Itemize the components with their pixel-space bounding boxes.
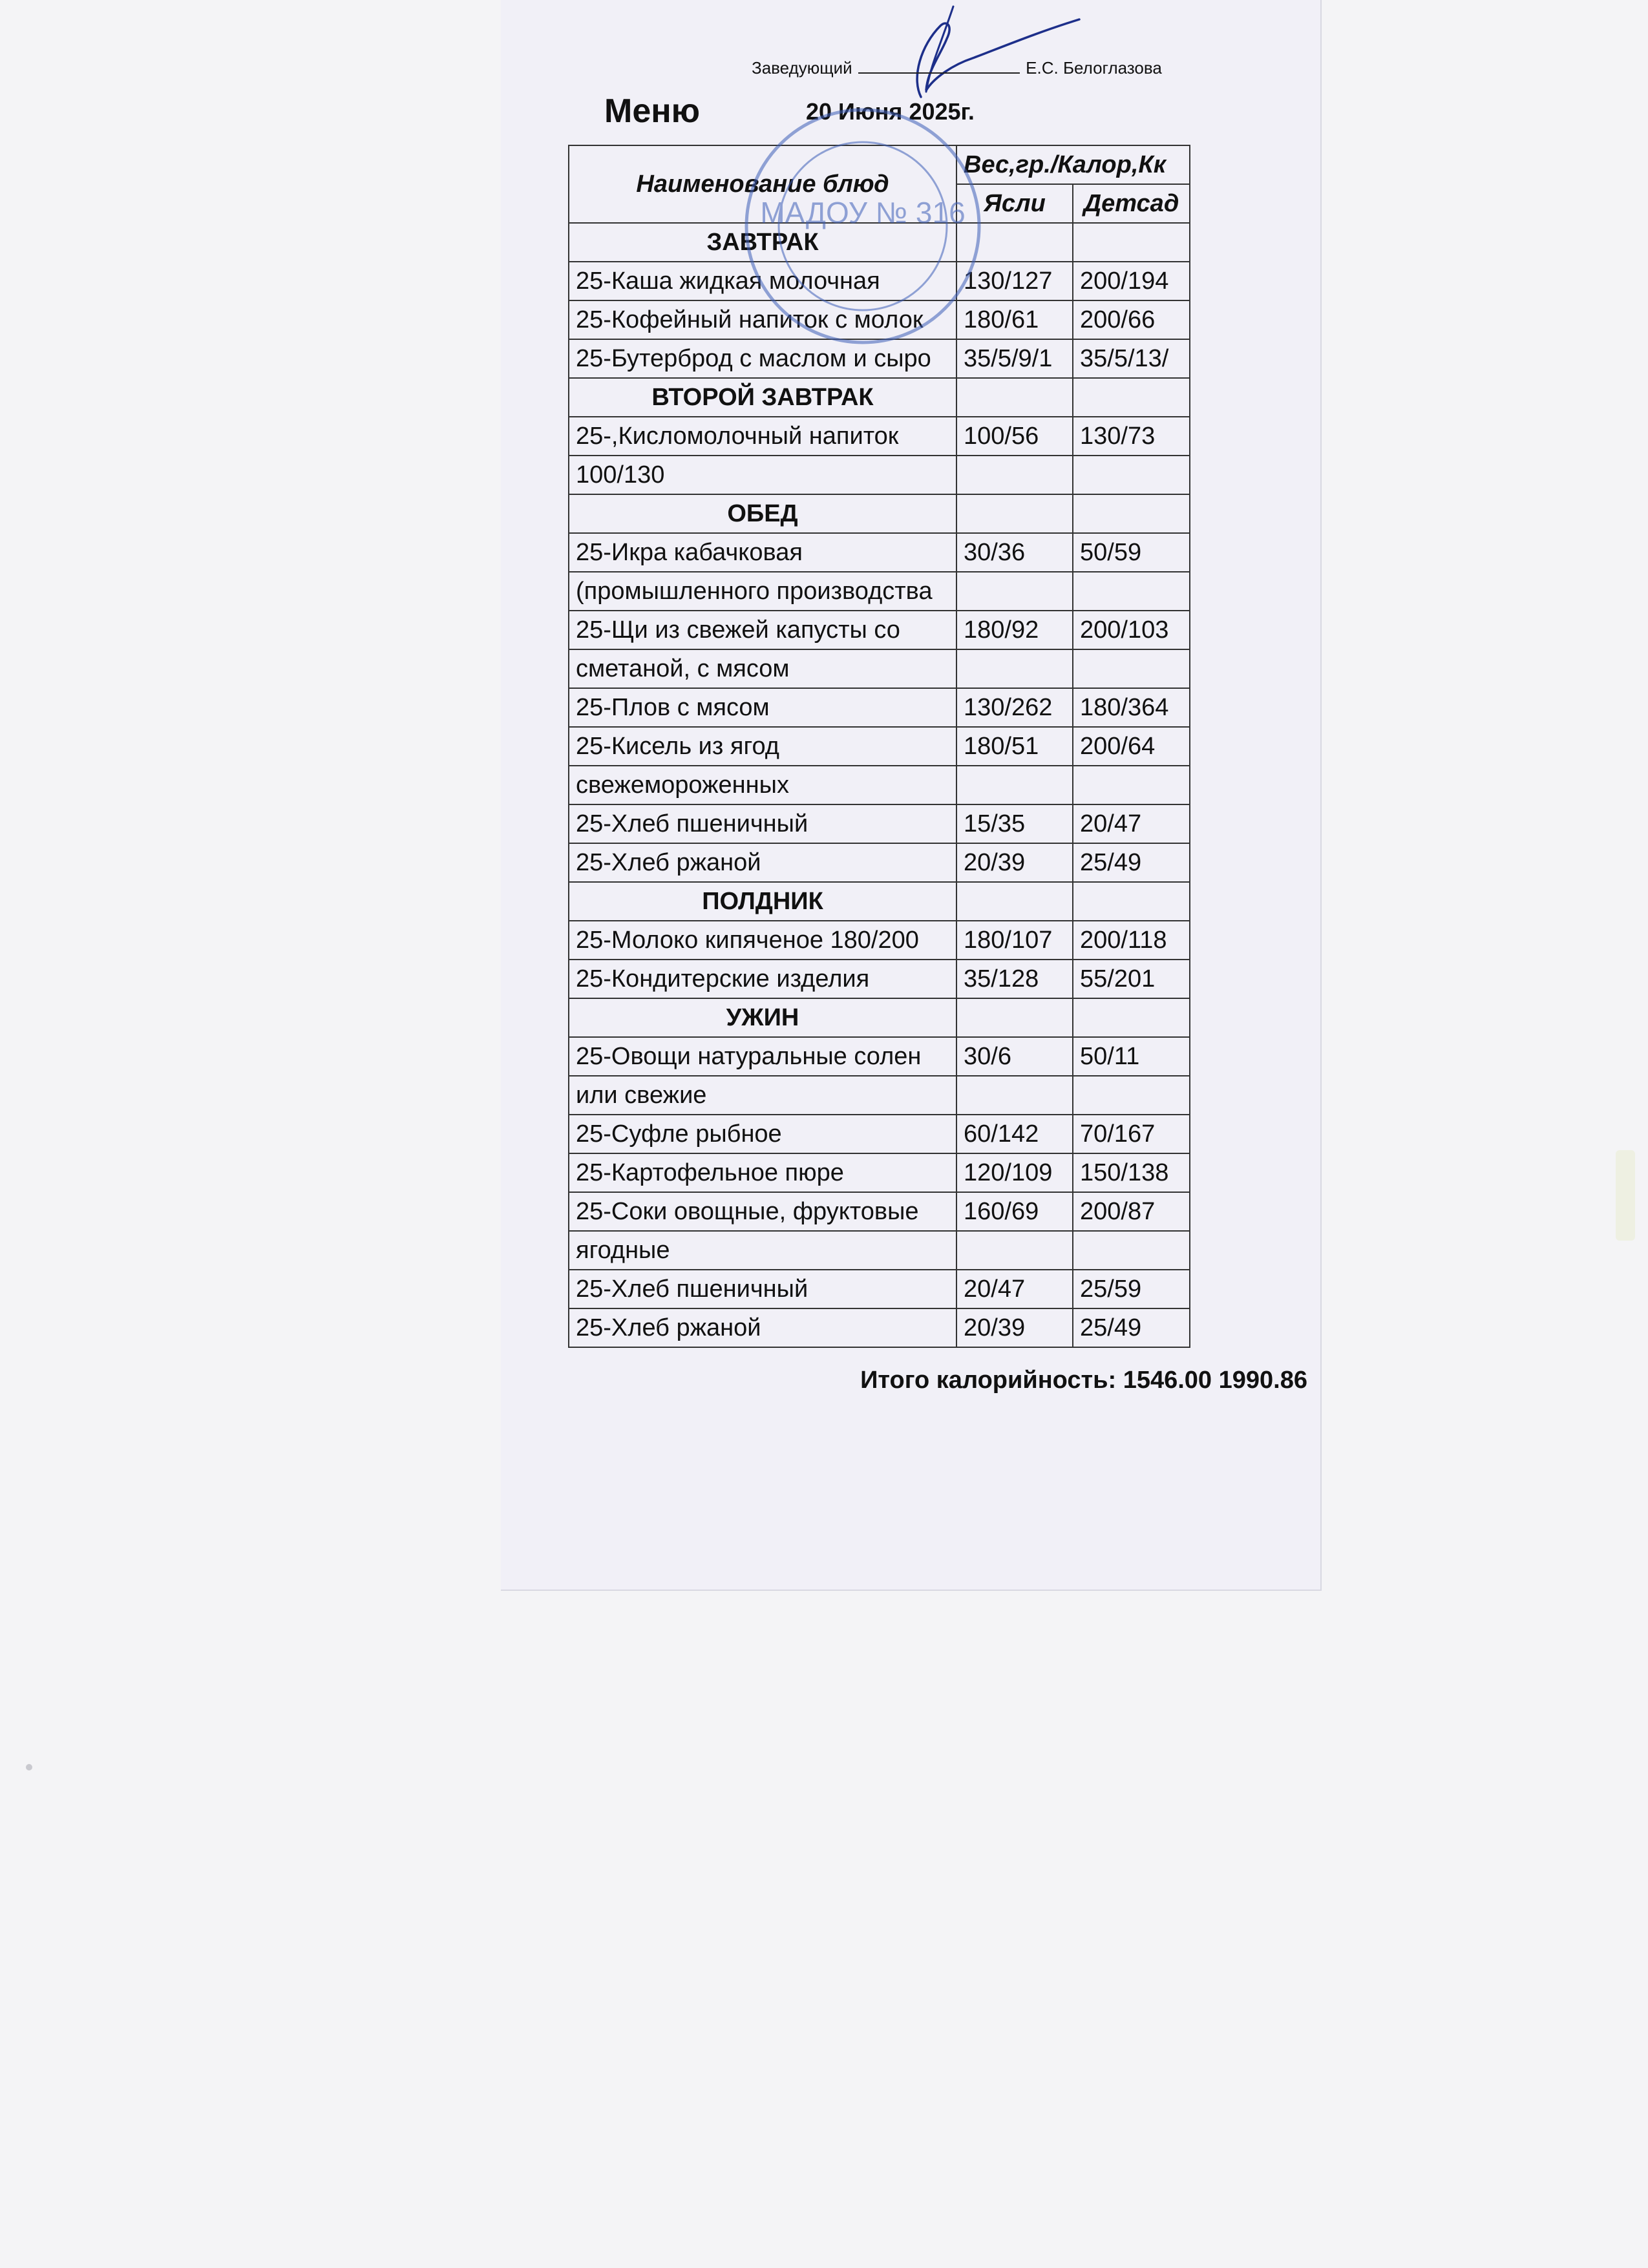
table-row <box>569 417 1190 456</box>
scan-smudge <box>1616 1150 1635 1241</box>
kindergarten-value-cell: 200/64 <box>1073 727 1190 766</box>
section-title: УЖИН <box>569 998 956 1037</box>
table-row <box>569 804 1190 843</box>
empty-cell <box>1073 378 1190 417</box>
nursery-value-cell: 160/69 <box>956 1192 1073 1231</box>
nursery-value-cell <box>956 456 1073 494</box>
nursery-value-cell: 180/51 <box>956 727 1073 766</box>
dish-name-cell: 25-Суфле рыбное <box>569 1115 956 1153</box>
empty-cell <box>1073 494 1190 533</box>
table-row <box>569 456 1190 494</box>
kindergarten-value-cell: 180/364 <box>1073 688 1190 727</box>
kindergarten-value-cell: 50/59 <box>1073 533 1190 572</box>
nursery-value-cell <box>956 1231 1073 1270</box>
section-title: ПОЛДНИК <box>569 882 956 921</box>
menu-table-body <box>569 223 1190 1347</box>
empty-cell <box>956 882 1073 921</box>
dish-name-cell: сметаной, с мясом <box>569 649 956 688</box>
empty-cell <box>1073 882 1190 921</box>
nursery-value-cell: 30/36 <box>956 533 1073 572</box>
dish-name-cell: 25-Кондитерские изделия <box>569 960 956 998</box>
dish-name-cell: 25-Плов с мясом <box>569 688 956 727</box>
table-row <box>569 1037 1190 1076</box>
section-title: ОБЕД <box>569 494 956 533</box>
table-row <box>569 727 1190 766</box>
empty-cell <box>1073 223 1190 262</box>
nursery-value-cell: 20/39 <box>956 843 1073 882</box>
dish-name-cell: 25-Хлеб ржаной <box>569 1308 956 1347</box>
empty-cell <box>1073 998 1190 1037</box>
table-row <box>569 1115 1190 1153</box>
approval-line <box>752 58 1162 78</box>
col-weight-header: Вес,гр./Калор,Кк <box>956 145 1190 184</box>
dish-name-cell: 25-Хлеб ржаной <box>569 843 956 882</box>
kindergarten-value-cell: 25/49 <box>1073 1308 1190 1347</box>
section-row <box>569 882 1190 921</box>
table-row <box>569 843 1190 882</box>
dish-name-cell: 100/130 <box>569 456 956 494</box>
dish-name-cell: 25-Кисель из ягод <box>569 727 956 766</box>
section-row <box>569 378 1190 417</box>
dish-name-cell: свежемороженных <box>569 766 956 804</box>
empty-cell <box>956 378 1073 417</box>
dish-name-cell: 25-Каша жидкая молочная <box>569 262 956 300</box>
table-row <box>569 1153 1190 1192</box>
dish-name-cell: 25-Бутерброд с маслом и сыро <box>569 339 956 378</box>
section-title: ЗАВТРАК <box>569 223 956 262</box>
dish-name-cell: 25-,Кисломолочный напиток <box>569 417 956 456</box>
section-row <box>569 998 1190 1037</box>
table-row <box>569 960 1190 998</box>
table-row <box>569 533 1190 572</box>
nursery-value-cell: 100/56 <box>956 417 1073 456</box>
table-row <box>569 1192 1190 1231</box>
table-row <box>569 1231 1190 1270</box>
table-row <box>569 688 1190 727</box>
menu-date: 20 Июня 2025г. <box>806 98 975 125</box>
col-nursery-header: Ясли <box>956 184 1073 223</box>
menu-table <box>568 145 1190 1348</box>
col-dish-header: Наименование блюд <box>569 145 956 223</box>
page-title: Меню <box>604 92 701 130</box>
dish-name-cell: 25-Хлеб пшеничный <box>569 804 956 843</box>
kindergarten-value-cell: 130/73 <box>1073 417 1190 456</box>
dish-name-cell: 25-Кофейный напиток с молок <box>569 300 956 339</box>
nursery-value-cell: 60/142 <box>956 1115 1073 1153</box>
nursery-value-cell: 180/107 <box>956 921 1073 960</box>
dish-name-cell: 25-Соки овощные, фруктовые <box>569 1192 956 1231</box>
nursery-value-cell: 30/6 <box>956 1037 1073 1076</box>
table-row <box>569 1308 1190 1347</box>
dish-name-cell: 25-Картофельное пюре <box>569 1153 956 1192</box>
kindergarten-value-cell <box>1073 456 1190 494</box>
dish-name-cell: 25-Овощи натуральные солен <box>569 1037 956 1076</box>
table-row <box>569 572 1190 611</box>
kindergarten-value-cell: 200/118 <box>1073 921 1190 960</box>
kindergarten-value-cell: 150/138 <box>1073 1153 1190 1192</box>
kindergarten-value-cell: 20/47 <box>1073 804 1190 843</box>
dish-name-cell: 25-Икра кабачковая <box>569 533 956 572</box>
empty-cell <box>956 494 1073 533</box>
kindergarten-value-cell: 35/5/13/ <box>1073 339 1190 378</box>
nursery-value-cell: 35/128 <box>956 960 1073 998</box>
nursery-value-cell: 130/262 <box>956 688 1073 727</box>
kindergarten-value-cell <box>1073 572 1190 611</box>
kindergarten-value-cell: 200/87 <box>1073 1192 1190 1231</box>
stamp-text: МАДОУ № 316 <box>760 196 966 229</box>
table-row <box>569 262 1190 300</box>
dish-name-cell: 25-Хлеб пшеничный <box>569 1270 956 1308</box>
kindergarten-value-cell <box>1073 1076 1190 1115</box>
kindergarten-value-cell: 70/167 <box>1073 1115 1190 1153</box>
table-row <box>569 300 1190 339</box>
table-row <box>569 1076 1190 1115</box>
nursery-value-cell: 20/39 <box>956 1308 1073 1347</box>
approver-label: Заведующий <box>752 58 852 78</box>
total-calories: Итого калорийность: 1546.00 1990.86 <box>860 1367 1307 1394</box>
nursery-value-cell: 180/61 <box>956 300 1073 339</box>
nursery-value-cell <box>956 766 1073 804</box>
dish-name-cell: 25-Молоко кипяченое 180/200 <box>569 921 956 960</box>
nursery-value-cell: 180/92 <box>956 611 1073 649</box>
table-header-row <box>569 145 1190 184</box>
kindergarten-value-cell: 25/49 <box>1073 843 1190 882</box>
menu-sheet <box>501 0 1322 1591</box>
nursery-value-cell: 15/35 <box>956 804 1073 843</box>
scan-smudge <box>26 1764 32 1770</box>
dish-name-cell: ягодные <box>569 1231 956 1270</box>
kindergarten-value-cell: 200/66 <box>1073 300 1190 339</box>
kindergarten-value-cell: 200/194 <box>1073 262 1190 300</box>
kindergarten-value-cell: 200/103 <box>1073 611 1190 649</box>
dish-name-cell: или свежие <box>569 1076 956 1115</box>
col-kindergarten-header: Детсад <box>1073 184 1190 223</box>
section-row <box>569 223 1190 262</box>
dish-name-cell: (промышленного производства <box>569 572 956 611</box>
kindergarten-value-cell <box>1073 1231 1190 1270</box>
table-row <box>569 766 1190 804</box>
signature-line <box>858 58 1020 74</box>
nursery-value-cell: 35/5/9/1 <box>956 339 1073 378</box>
table-row <box>569 649 1190 688</box>
nursery-value-cell: 120/109 <box>956 1153 1073 1192</box>
table-row <box>569 921 1190 960</box>
dish-name-cell: 25-Щи из свежей капусты со <box>569 611 956 649</box>
table-row <box>569 1270 1190 1308</box>
kindergarten-value-cell: 50/11 <box>1073 1037 1190 1076</box>
table-row <box>569 611 1190 649</box>
section-title: ВТОРОЙ ЗАВТРАК <box>569 378 956 417</box>
empty-cell <box>956 223 1073 262</box>
nursery-value-cell <box>956 572 1073 611</box>
section-row <box>569 494 1190 533</box>
kindergarten-value-cell: 55/201 <box>1073 960 1190 998</box>
nursery-value-cell: 130/127 <box>956 262 1073 300</box>
kindergarten-value-cell: 25/59 <box>1073 1270 1190 1308</box>
kindergarten-value-cell <box>1073 649 1190 688</box>
nursery-value-cell <box>956 1076 1073 1115</box>
approver-name: Е.С. Белоглазова <box>1026 58 1162 78</box>
empty-cell <box>956 998 1073 1037</box>
nursery-value-cell <box>956 649 1073 688</box>
kindergarten-value-cell <box>1073 766 1190 804</box>
nursery-value-cell: 20/47 <box>956 1270 1073 1308</box>
table-row <box>569 339 1190 378</box>
